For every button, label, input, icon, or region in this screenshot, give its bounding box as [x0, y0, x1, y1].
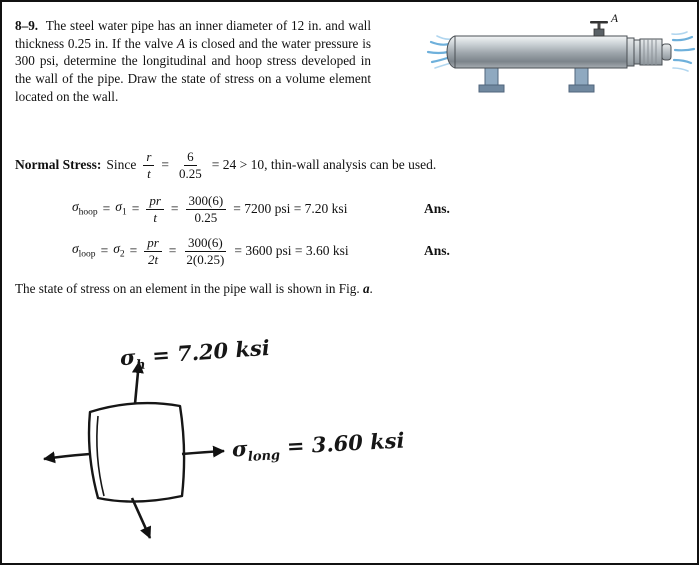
- sigma-loop: $\sigma_{loop}$: [72, 241, 96, 261]
- equals-sign: =: [168, 243, 177, 258]
- valve-icon: [590, 21, 608, 36]
- pipe-support-left: [479, 68, 504, 92]
- frac-300-6-over-2-025: $\frac{300(6)}{2(0.25)}$: [186, 235, 225, 267]
- sketch-label-hoop: $\sigma_h = 7.20$ ksi: [119, 334, 271, 374]
- pipe-body: [455, 36, 627, 68]
- long-stress-arrow-left: [44, 454, 90, 459]
- equals-sign: =: [100, 243, 109, 258]
- intro-rest: = 24 > 10, thin-wall analysis can be used.: [211, 157, 437, 172]
- sigma-two: $\sigma_2$: [113, 241, 125, 261]
- equals-sign: =: [129, 243, 138, 258]
- pipe-fitting: [627, 38, 671, 66]
- sigma-one: $\sigma_1$: [115, 199, 127, 219]
- valve-variable: A: [176, 35, 185, 51]
- closing-sentence: The state of stress on an element in the pipe wall is shown in Fig. a.: [15, 281, 373, 296]
- longitudinal-stress-equation: [72, 232, 632, 270]
- long-result: = 3600 psi = 3.60 ksi: [234, 243, 349, 258]
- sketch-label-long: $\sigma_{long} = 3.60$ ksi: [231, 427, 406, 465]
- valve-label: A: [611, 13, 619, 25]
- normal-stress-label: Normal Stress:: [15, 157, 102, 172]
- equals-sign: =: [102, 201, 111, 216]
- ratio-6-over-025: $\frac{6}{0.25}$: [179, 149, 202, 181]
- answer-label: Ans.: [424, 201, 450, 216]
- pipe-illustration: [425, 10, 697, 104]
- long-stress-arrow-right: [182, 451, 224, 454]
- problem-text-pre: The steel water pipe has an inner diameter of 12 in. and wall thickness 0.25 in. If the valve: [15, 18, 372, 51]
- hoop-stress-arrow-down: [132, 498, 150, 538]
- pipe-support-right: [569, 68, 594, 92]
- problem-number: 8–9.: [15, 18, 39, 33]
- ratio-r-over-t: $\frac{r}{t}$: [143, 149, 154, 181]
- problem-statement: [15, 17, 371, 105]
- element-outline: [89, 403, 184, 501]
- fig-a-ref: a: [362, 281, 370, 296]
- frac-pr-over-t: $\frac{pr}{t}$: [146, 193, 164, 225]
- intro-equals: =: [161, 157, 170, 172]
- equals-sign: =: [131, 201, 140, 216]
- equals-sign: =: [170, 201, 179, 216]
- sigma-hoop: $\sigma_{hoop}$: [72, 199, 98, 219]
- hoop-stress-equation: [72, 190, 632, 228]
- frac-300-6-over-025: $\frac{300(6)}{0.25}$: [186, 193, 227, 225]
- water-splash-right: [672, 32, 694, 71]
- answer-label: Ans.: [424, 243, 450, 258]
- normal-stress-intro: [15, 148, 655, 182]
- hoop-result: = 7200 psi = 7.20 ksi: [233, 201, 348, 216]
- frac-pr-over-2t: $\frac{pr}{2t}$: [144, 235, 162, 267]
- problem-text-post: is closed and the water pressure is 300 psi, determine the longitudinal and hoop stress developed in the wall of the pipe. Draw the state of stress on a volume element located on the wall.: [15, 35, 371, 104]
- intro-since: Since: [106, 157, 137, 172]
